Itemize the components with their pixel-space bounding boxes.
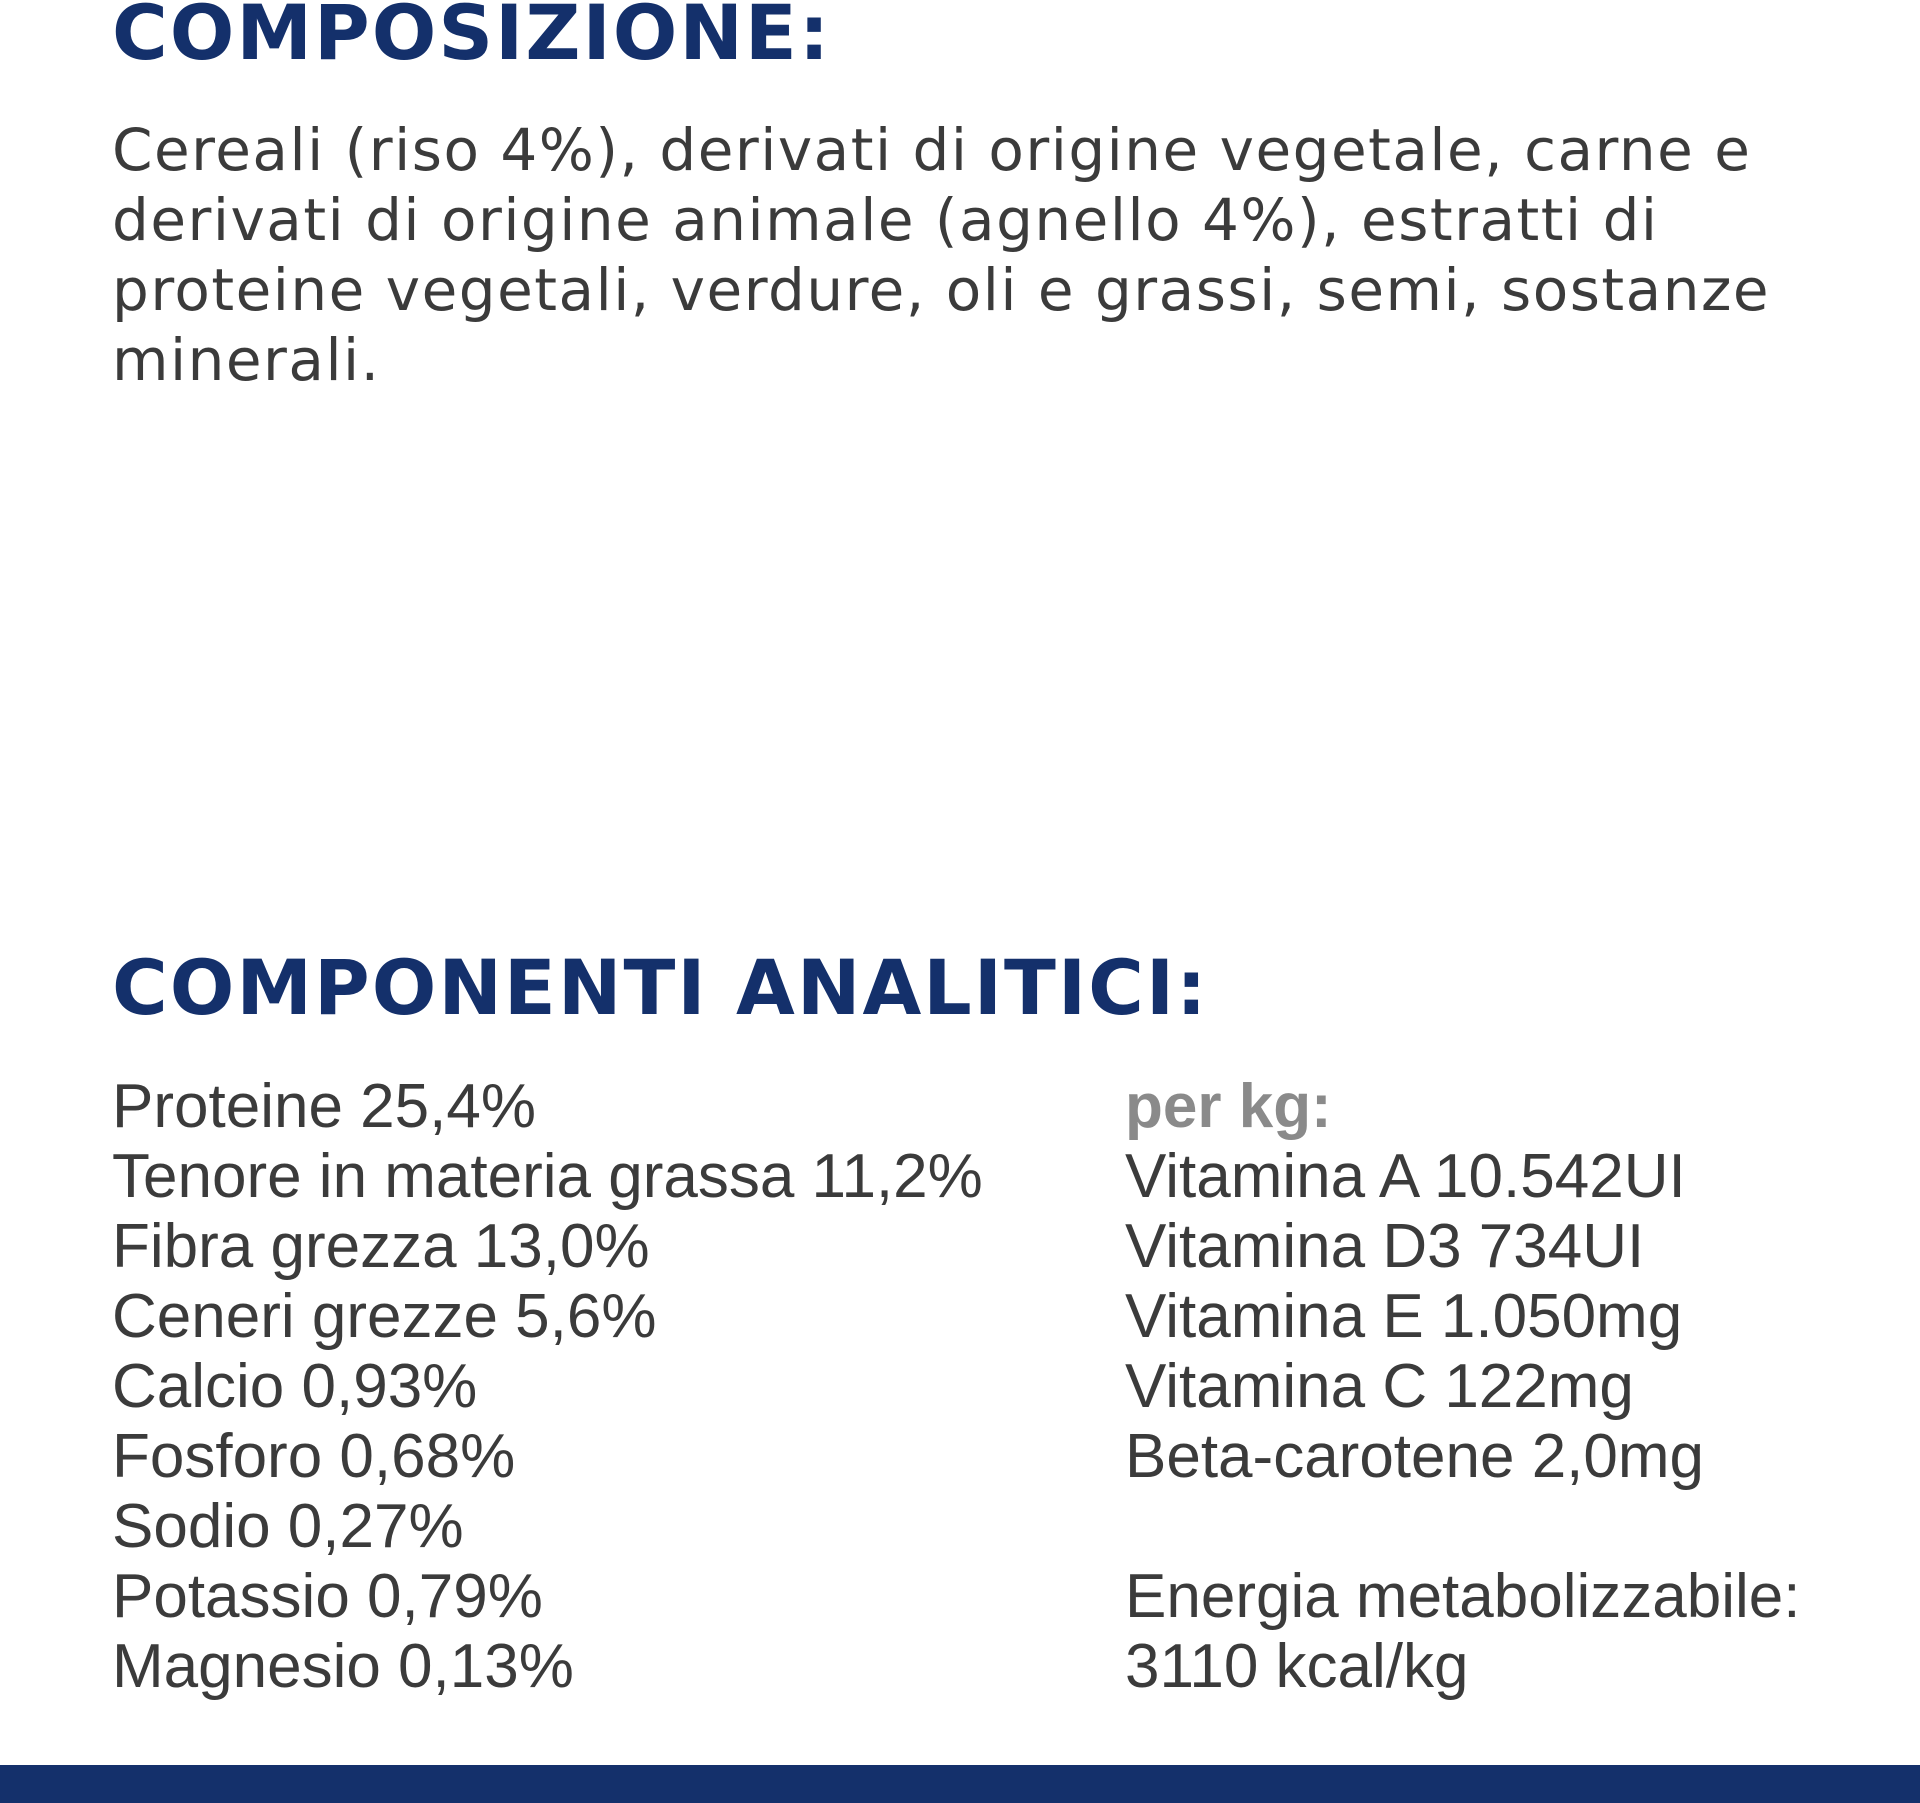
list-item-fat: Tenore in materia grassa 11,2% <box>112 1142 983 1211</box>
list-item-beta-carotene: Beta-carotene 2,0mg <box>1125 1422 1705 1491</box>
list-item-phosphorus: Fosforo 0,68% <box>112 1422 516 1491</box>
list-item-vitamin-d3: Vitamina D3 734UI <box>1125 1212 1645 1281</box>
analytical-components-heading: COMPONENTI ANALITICI: <box>112 943 1209 1032</box>
list-item-ash: Ceneri grezze 5,6% <box>112 1282 657 1351</box>
analytical-percentages-list <box>112 1072 983 1702</box>
energy-value: 3110 kcal/kg <box>1125 1632 1469 1701</box>
bottom-bar <box>0 1765 1920 1803</box>
per-kg-label: per kg: <box>1125 1072 1332 1141</box>
list-item-vitamin-a: Vitamina A 10.542UI <box>1125 1142 1686 1211</box>
list-item-fibre: Fibra grezza 13,0% <box>112 1212 650 1281</box>
list-item-vitamin-e: Vitamina E 1.050mg <box>1125 1282 1683 1351</box>
composition-heading: COMPOSIZIONE: <box>112 0 832 77</box>
composition-text: Cereali (riso 4%), derivati di origine vegetale, carne e derivati di origine animale (agnello 4%), estratti di proteine vegetali, verdure, oli e grassi, semi, sostanze minerali. <box>112 116 1771 394</box>
list-item-calcium: Calcio 0,93% <box>112 1352 478 1421</box>
list-item-magnesium: Magnesio 0,13% <box>112 1632 574 1701</box>
list-item-vitamin-c: Vitamina C 122mg <box>1125 1352 1634 1421</box>
list-item-protein: Proteine 25,4% <box>112 1072 536 1141</box>
energy-label: Energia metabolizzabile: <box>1125 1562 1801 1631</box>
per-kg-list <box>1125 1072 1801 1702</box>
list-item-potassium: Potassio 0,79% <box>112 1562 543 1631</box>
list-item-sodium: Sodio 0,27% <box>112 1492 464 1561</box>
list-spacer <box>1125 1492 1801 1562</box>
